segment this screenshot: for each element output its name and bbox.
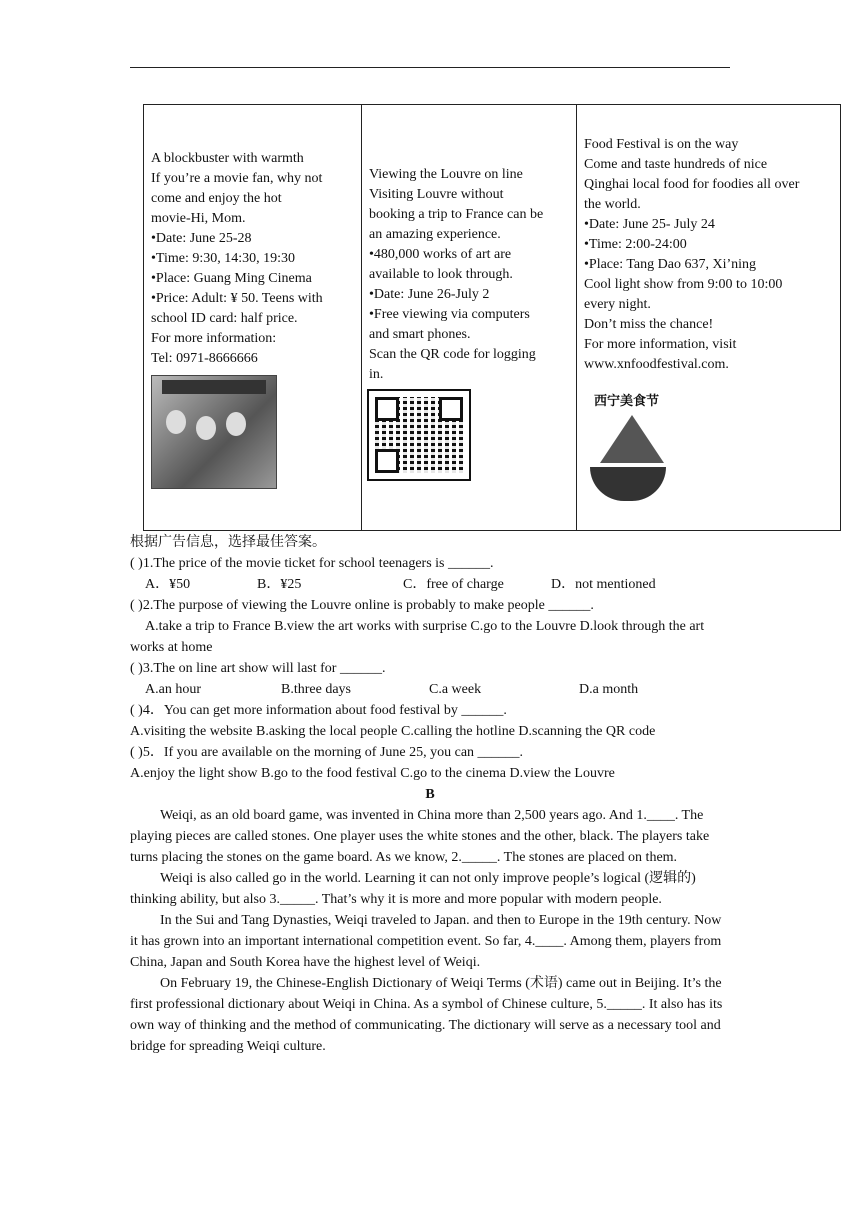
food-ad-line: every night.	[584, 297, 651, 312]
option: B.three days	[281, 682, 351, 697]
food-ad-cell	[577, 105, 841, 531]
poster-face	[166, 410, 186, 434]
option: C.a week	[429, 682, 482, 697]
food-festival-image	[584, 387, 666, 505]
food-ad-line: www.xnfoodfestival.com.	[584, 357, 729, 372]
food-ad-line: •Time: 2:00-24:00	[584, 237, 687, 252]
movie-ad-cell	[144, 105, 362, 531]
movie-ad-line: school ID card: half price.	[151, 311, 298, 326]
question-4-options: A.visiting the website B.asking the local people C.calling the hotline D.scanning the QR code	[130, 724, 656, 739]
option: D.a month	[579, 682, 639, 697]
question-5-options: A.enjoy the light show B.go to the food festival C.go to the cinema D.view the Louvre	[130, 766, 615, 781]
louvre-ad-line: Scan the QR code for logging	[369, 347, 536, 362]
food-ad-line: Don’t miss the chance!	[584, 317, 714, 332]
question-1-options	[130, 574, 730, 595]
option: A．¥50	[145, 577, 191, 592]
questions-section	[130, 532, 730, 1057]
option: D．not mentioned	[551, 577, 656, 592]
passage-paragraph-1: Weiqi, as an old board game, was invented in China more than 2,500 years ago. And 1.____. The playing pieces are called stones. One player uses the white stones and the other, black. The players take turns placing the stones on the game board. As we know, 2._____. The stones are placed on them.	[130, 808, 710, 865]
question-2-options: A.take a trip to France B.view the art works with surprise C.go to the Louvre D.look through the art works at home	[130, 619, 705, 655]
louvre-ad-line: •Date: June 26-July 2	[369, 287, 490, 302]
instructions: 根据广告信息，选择最佳答案。	[130, 535, 326, 550]
food-ad-line: Food Festival is on the way	[584, 137, 739, 152]
passage-paragraph-2: Weiqi is also called go in the world. Learning it can not only improve people’s logical (逻辑的) thinking ability, but also 3._____. That’s why it is more and more popular with modern people.	[130, 871, 696, 907]
movie-ad-line: •Place: Guang Ming Cinema	[151, 271, 312, 286]
louvre-ad-cell	[362, 105, 577, 531]
louvre-ad-line: •480,000 works of art are	[369, 247, 512, 262]
movie-ad-line: •Time: 9:30, 14:30, 19:30	[151, 251, 296, 266]
question-3-options	[130, 679, 730, 700]
poster-face	[196, 416, 216, 440]
louvre-ad-line: booking a trip to France can be	[369, 207, 544, 222]
food-ad-line: Come and taste hundreds of nice	[584, 157, 768, 172]
food-ad-line: the world.	[584, 197, 641, 212]
question-1: ( )1.The price of the movie ticket for school teenagers is ______.	[130, 556, 494, 571]
option: B．¥25	[257, 577, 302, 592]
food-ad-line: Cool light show from 9:00 to 10:00	[584, 277, 783, 292]
option: C．free of charge	[403, 577, 504, 592]
section-b-heading: B	[425, 787, 435, 802]
louvre-ad-line: and smart phones.	[369, 327, 471, 342]
movie-ad	[151, 105, 354, 489]
movie-ad-line: •Date: June 25-28	[151, 231, 252, 246]
ads-table	[143, 104, 841, 531]
poster-banner	[162, 380, 266, 394]
movie-ad-line: For more information:	[151, 331, 277, 346]
louvre-ad-line: available to look through.	[369, 267, 513, 282]
louvre-ad	[369, 105, 569, 479]
louvre-ad-line: •Free viewing via computers	[369, 307, 530, 322]
question-3: ( )3.The on line art show will last for ______.	[130, 661, 386, 676]
louvre-ad-line: an amazing experience.	[369, 227, 501, 242]
food-pile-shape	[600, 415, 664, 463]
louvre-ad-line: Viewing the Louvre on line	[369, 167, 523, 182]
louvre-ad-line: in.	[369, 367, 384, 382]
question-5: ( )5．If you are available on the morning of June 25, you can ______.	[130, 745, 524, 760]
movie-poster-image	[151, 375, 277, 489]
passage-paragraph-3: In the Sui and Tang Dynasties, Weiqi traveled to Japan. and then to Europe in the 19th century. Now it has grown into an important international competition event. So far, 4.____. Among them, players from China, Japan and South Korea have the highest level of Weiqi.	[130, 913, 722, 970]
poster-face	[226, 412, 246, 436]
movie-ad-line: A blockbuster with warmth	[151, 151, 304, 166]
qr-code-image[interactable]	[369, 391, 469, 479]
bowl-shape	[590, 467, 666, 501]
question-4: ( )4．You can get more information about food festival by ______.	[130, 703, 507, 718]
option: A.an hour	[145, 682, 201, 697]
movie-ad-line: •Price: Adult: ¥ 50. Teens with	[151, 291, 323, 306]
header-rule	[130, 67, 730, 68]
movie-ad-line: Tel: 0971-8666666	[151, 351, 258, 366]
food-ad	[584, 105, 833, 505]
movie-ad-line: If you’re a movie fan, why not	[151, 171, 323, 186]
louvre-ad-line: Visiting Louvre without	[369, 187, 504, 202]
food-ad-line: •Date: June 25- July 24	[584, 217, 715, 232]
food-image-title: 西宁美食节	[594, 393, 660, 408]
food-ad-line: For more information, visit	[584, 337, 737, 352]
food-ad-line: Qinghai local food for foodies all over	[584, 177, 800, 192]
food-ad-line: •Place: Tang Dao 637, Xi’ning	[584, 257, 757, 272]
movie-ad-line: come and enjoy the hot	[151, 191, 282, 206]
movie-ad-line: movie-Hi, Mom.	[151, 211, 246, 226]
passage-paragraph-4: On February 19, the Chinese-English Dictionary of Weiqi Terms (术语) came out in Beijing. It’s the first professional dictionary about Weiqi in China. As a symbol of Chinese culture, 5._____. It also has its own way of thinking and the method of communicating. The dictionary will serve as a necessary tool and bridge for spreading Weiqi culture.	[130, 976, 723, 1054]
question-2: ( )2.The purpose of viewing the Louvre online is probably to make people ______.	[130, 598, 594, 613]
